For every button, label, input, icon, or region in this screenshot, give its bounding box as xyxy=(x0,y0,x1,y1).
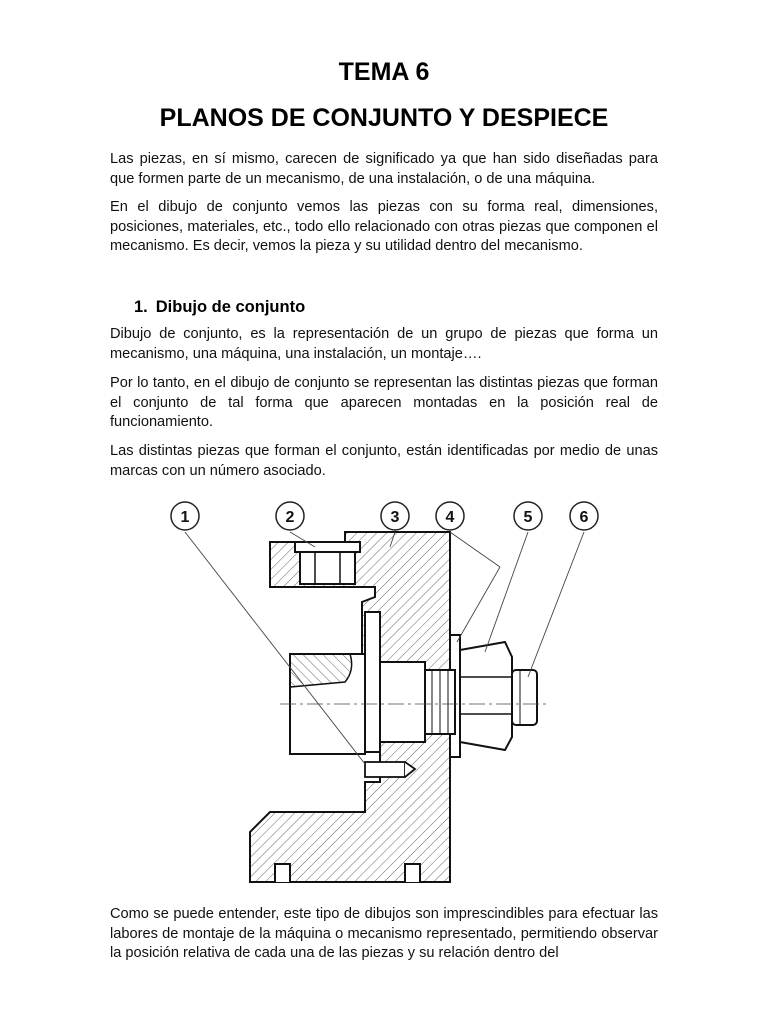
marker-1 xyxy=(171,502,199,530)
section-paragraph-3: Las distintas piezas que forman el conjunto, están identificadas por medio de unas marcas con un número asociado. xyxy=(110,443,658,479)
marker-6 xyxy=(570,502,598,530)
marker-3 xyxy=(381,502,409,530)
hex-nut xyxy=(460,642,512,750)
marker-5 xyxy=(514,502,542,530)
intro-paragraph-1: Las piezas, en sí mismo, carecen de significado ya que han sido diseñadas para que formen parte de un mecanismo, de una instalación, o de una máquina. xyxy=(110,151,658,187)
section-heading-text: Dibujo de conjunto xyxy=(155,298,306,316)
svg-text:2: 2 xyxy=(285,509,295,526)
svg-text:3: 3 xyxy=(390,509,400,526)
svg-text:6: 6 xyxy=(579,509,589,526)
section-heading xyxy=(134,298,305,317)
document-title: TEMA 6 xyxy=(338,58,430,86)
svg-text:1: 1 xyxy=(180,509,190,526)
bolt-end xyxy=(512,670,537,725)
svg-text:5: 5 xyxy=(523,509,533,526)
pin xyxy=(365,762,405,777)
marker-4 xyxy=(436,502,464,530)
svg-text:4: 4 xyxy=(445,509,455,526)
intro-paragraph-2: En el dibujo de conjunto vemos las piezas con su forma real, dimensiones, posiciones, materiales, etc., todo ello relacionado con otras piezas que componen el mecanismo. Es decir, vemos la pieza y su utilidad dentro del mecanismo. xyxy=(110,199,658,255)
document-subtitle: PLANOS DE CONJUNTO Y DESPIECE xyxy=(159,104,609,132)
section-number: 1. xyxy=(134,298,148,316)
after-figure-paragraph: Como se puede entender, este tipo de dibujos son imprescindibles para efectuar las labores de montaje de la máquina o mecanismo representado, permitiendo observar la posición relativa de cada una de las piezas y su relación dentro del xyxy=(110,906,658,962)
section-paragraph-1: Dibujo de conjunto, es la representación de un grupo de piezas que forma un mecanismo, una máquina, una instalación, un montaje…. xyxy=(110,326,658,362)
section-paragraph-2: Por lo tanto, en el dibujo de conjunto se representan las distintas piezas que forman el conjunto de tal forma que aparecen montadas en la posición real de funcionamiento. xyxy=(110,375,658,431)
assembly-drawing xyxy=(150,492,620,892)
marker-2 xyxy=(276,502,304,530)
